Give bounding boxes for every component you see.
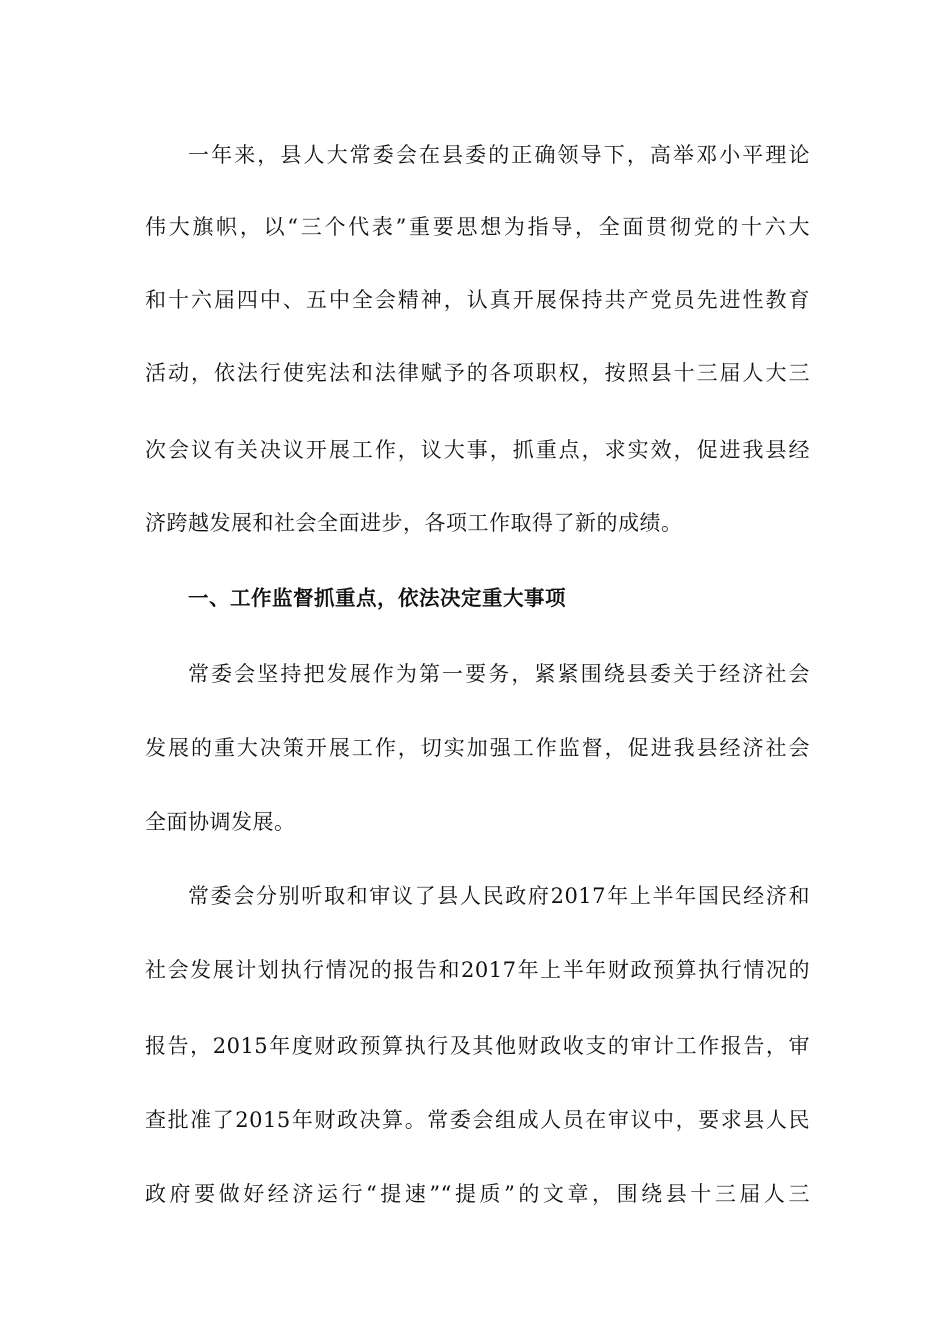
paragraph-1-line-5: 次会议有关决议开展工作，议大事，抓重点，求实效，促进我县经: [145, 438, 810, 462]
paragraph-3-line-5: 政府要做好经济运行“提速”“提质”的文章，围绕县十三届人三: [145, 1182, 810, 1206]
paragraph-1-line-6: 济跨越发展和社会全面进步，各项工作取得了新的成绩。: [145, 511, 683, 535]
paragraph-1-line-1: 一年来，县人大常委会在县委的正确领导下，高举邓小平理论: [188, 143, 810, 167]
section-heading-1: 一、工作监督抓重点，依法决定重大事项: [188, 586, 566, 610]
paragraph-3-line-4: 查批准了2015年财政决算。常委会组成人员在审议中，要求县人民: [145, 1108, 810, 1132]
paragraph-1-line-3: 和十六届四中、五中全会精神，认真开展保持共产党员先进性教育: [145, 288, 810, 312]
paragraph-3-line-1: 常委会分别听取和审议了县人民政府2017年上半年国民经济和: [188, 884, 810, 908]
paragraph-2-line-1: 常委会坚持把发展作为第一要务，紧紧围绕县委关于经济社会: [188, 662, 810, 686]
paragraph-3-line-3: 报告，2015年度财政预算执行及其他财政收支的审计工作报告，审: [145, 1034, 810, 1058]
paragraph-2-line-2: 发展的重大决策开展工作，切实加强工作监督，促进我县经济社会: [145, 736, 810, 760]
paragraph-3-line-2: 社会发展计划执行情况的报告和2017年上半年财政预算执行情况的: [145, 958, 810, 982]
paragraph-1-line-2: 伟大旗帜，以“三个代表”重要思想为指导，全面贯彻党的十六大: [145, 215, 810, 239]
paragraph-1-line-4: 活动，依法行使宪法和法律赋予的各项职权，按照县十三届人大三: [145, 361, 810, 385]
paragraph-2-line-3: 全面协调发展。: [145, 810, 296, 834]
